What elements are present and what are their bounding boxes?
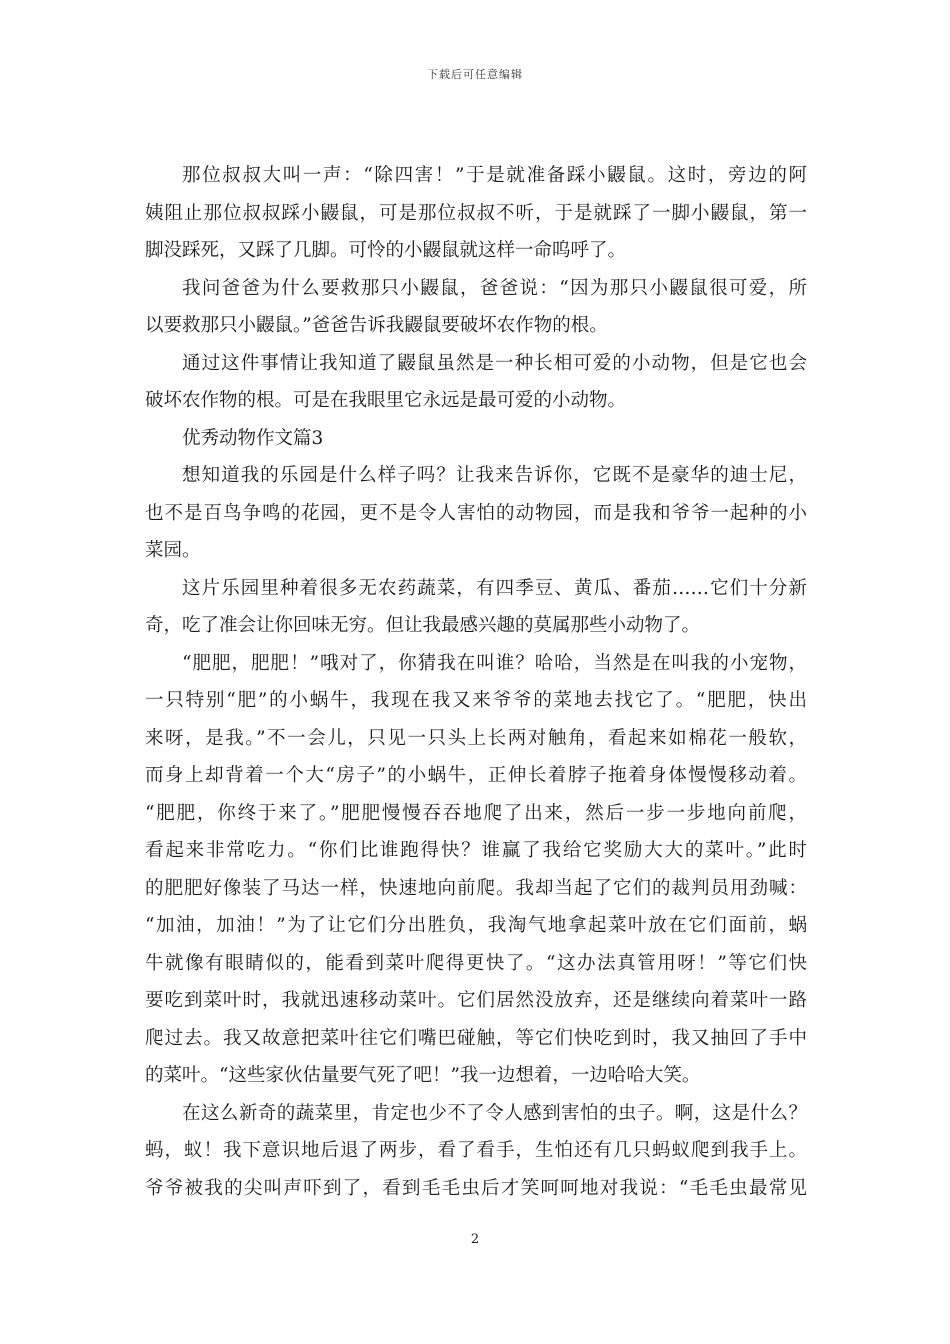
text-line: 菜园。 (145, 540, 201, 561)
text-line: 的菜叶。“这些家伙估量要气死了吧！”我一边想着，一边哈哈大笑。 (145, 1065, 701, 1086)
text-line: 也不是百鸟争鸣的花园，更不是令人害怕的动物园，而是我和爷爷一起种的小 (145, 502, 807, 524)
page-number: 2 (470, 1232, 480, 1247)
text-line: 爷爷被我的尖叫声吓到了，看到毛毛虫后才笑呵呵地对我说：“毛毛虫最常见 (145, 1177, 807, 1199)
text-line: “肥肥，你终于来了。”肥肥慢慢吞吞地爬了出来，然后一步一步地向前爬， (145, 802, 807, 824)
text-line: 来呀，是我。”不一会儿，只见一只头上长两对触角，看起来如棉花一般软， (145, 727, 807, 749)
text-line: “加油，加油！”为了让它们分出胜负，我淘气地拿起菜叶放在它们面前，蜗 (145, 915, 807, 936)
text-line: 姨阻止那位叔叔踩小鼹鼠，可是那位叔叔不听，于是就踩了一脚小鼹鼠，第一 (145, 202, 807, 224)
text-line: 一只特别“肥”的小蜗牛，我现在我又来爷爷的菜地去找它了。“肥肥，快出 (145, 690, 807, 711)
text-line: 那位叔叔大叫一声：“除四害！”于是就准备踩小鼹鼠。这时，旁边的阿 (182, 165, 807, 186)
text-line: 蚂，蚁！我下意识地后退了两步，看了看手，生怕还有几只蚂蚁爬到我手上。 (145, 1140, 807, 1161)
text-line: 在这么新奇的蔬菜里，肯定也少不了令人感到害怕的虫子。啊，这是什么？ (182, 1102, 807, 1124)
text-line: 这片乐园里种着很多无农药蔬菜，有四季豆、黄瓜、番茄……它们十分新 (182, 577, 807, 599)
text-line: 想知道我的乐园是什么样子吗？让我来告诉你，它既不是豪华的迪士尼， (182, 465, 807, 486)
text-line: 奇，吃了准会让你回味无穷。但让我最感兴趣的莫属那些小动物了。 (145, 615, 701, 636)
text-line: 脚没踩死，又踩了几脚。可怜的小鼹鼠就这样一命呜呼了。 (145, 240, 627, 261)
text-line: 通过这件事情让我知道了鼹鼠虽然是一种长相可爱的小动物，但是它也会 (182, 352, 807, 374)
text-line: 要吃到菜叶时，我就迅速移动菜叶。它们居然没放弃，还是继续向着菜叶一路 (145, 990, 807, 1011)
text-line: 我问爸爸为什么要救那只小鼹鼠，爸爸说：“因为那只小鼹鼠很可爱，所 (182, 277, 807, 299)
text-line: 看起来非常吃力。“你们比谁跑得快？谁赢了我给它奖励大大的菜叶。”此时 (145, 840, 807, 861)
text-line: 而身上却背着一个大“房子”的小蜗牛，正伸长着脖子拖着身体慢慢移动着。 (145, 765, 807, 786)
section-heading: 优秀动物作文篇3 (182, 427, 324, 449)
text-line: 的肥肥好像装了马达一样，快速地向前爬。我却当起了它们的裁判员用劲喊： (145, 877, 807, 899)
text-line: “肥肥，肥肥！”哦对了，你猜我在叫谁？哈哈，当然是在叫我的小宠物， (182, 652, 807, 674)
text-line: 以要救那只小鼹鼠。”爸爸告诉我鼹鼠要破坏农作物的根。 (145, 315, 608, 336)
document-body (145, 157, 807, 1207)
text-line: 牛就像有眼睛似的，能看到菜叶爬得更快了。“这办法真管用呀！”等它们快 (145, 952, 807, 974)
text-line: 爬过去。我又故意把菜叶往它们嘴巴碰触，等它们快吃到时，我又抽回了手中 (145, 1027, 807, 1049)
page-header: 下载后可任意编辑 (427, 68, 523, 81)
text-line: 破坏农作物的根。可是在我眼里它永远是最可爱的小动物。 (145, 390, 627, 411)
